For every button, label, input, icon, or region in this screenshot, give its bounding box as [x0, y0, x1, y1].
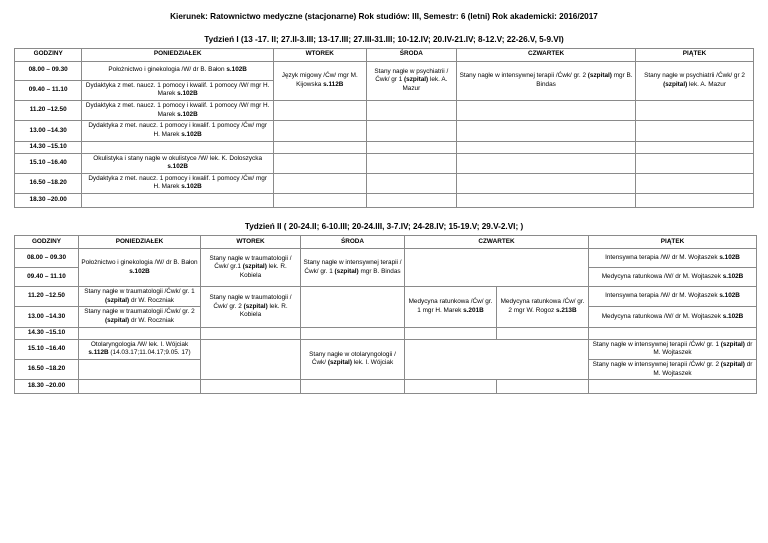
w1-tue-slot4 — [273, 121, 366, 141]
w1-thu-slot3 — [457, 100, 636, 120]
w1-thu-slot7 — [457, 173, 636, 193]
w2-fri-slot7: Stany nagłe w intensywnej terapii /Ćwk/ gr. 2 (szpital) dr M. Wojtaszek — [589, 359, 757, 379]
w2-thu-slot8-2 — [497, 380, 589, 394]
w2-tue-break — [201, 327, 301, 339]
w1-mon-slot8 — [82, 194, 274, 208]
w1-mon-slot4: Dydaktyka z met. naucz. 1 pomocy i kwalif. 1 pomocy /Ćw/ mgr H. Marek s.102B — [82, 121, 274, 141]
w1-fri-break — [636, 141, 754, 153]
hour-label: 11.20 –12.50 — [15, 100, 82, 120]
table-row — [15, 121, 754, 141]
col-thursday: CZWARTEK — [405, 236, 589, 249]
table-row — [15, 287, 757, 307]
w1-tue-slot1: Język migowy /Ćw/ mgr M. Kijowska s.112B — [273, 61, 366, 100]
table-header-row — [15, 48, 754, 61]
w2-wed-break — [301, 327, 405, 339]
table-row — [15, 327, 757, 339]
w2-thu-slot8-1 — [405, 380, 497, 394]
table-row — [15, 141, 754, 153]
w2-mon-slot3: Stany nagłe w traumatologii /Ćwk/ gr. 1 (szpital) dr W. Roczniak — [79, 287, 201, 307]
w2-fri-slot2: Medycyna ratunkowa /W/ dr M. Wojtaszek s.102B — [589, 268, 757, 287]
w2-wed-slot1: Stany nagłe w intensywnej terapii /Ćwk/ gr. 1 (szpital) mgr B. Bindas — [301, 249, 405, 287]
w1-fri-slot4 — [636, 121, 754, 141]
week1-table — [14, 48, 754, 208]
hour-label: 18.30 –20.00 — [15, 194, 82, 208]
table-row — [15, 249, 757, 268]
col-hours: GODZINY — [15, 236, 79, 249]
w1-wed-slot1: Stany nagłe w psychiatrii /Ćwk/ gr 1 (szpital) lek. A. Mazur — [366, 61, 457, 100]
w2-thu-break-1 — [405, 327, 497, 339]
col-wednesday: ŚRODA — [301, 236, 405, 249]
w1-wed-break — [366, 141, 457, 153]
col-monday: PONIEDZIAŁEK — [79, 236, 201, 249]
w2-thu-group2: Medycyna ratunkowa /Ćw/ gr. 2 mgr W. Rogoz s.213B — [497, 287, 589, 328]
w1-thu-slot8 — [457, 194, 636, 208]
w1-fri-slot6 — [636, 153, 754, 173]
col-hours: GODZINY — [15, 48, 82, 61]
table-row — [15, 153, 754, 173]
table-row — [15, 100, 754, 120]
hour-label: 13.00 –14.30 — [15, 307, 79, 327]
w1-mon-slot6: Okulistyka i stany nagłe w okulistyce /W/ lek. K. Doloszycka s.102B — [82, 153, 274, 173]
w2-tue-slot8 — [201, 380, 301, 394]
w1-mon-slot2: Dydaktyka z met. naucz. 1 pomocy i kwalif. 1 pomocy /W/ mgr H. Marek s.102B — [82, 80, 274, 100]
week2-table — [14, 235, 757, 394]
hour-label: 15.10 –16.40 — [15, 153, 82, 173]
w1-thu-break — [457, 141, 636, 153]
w2-fri-break — [589, 327, 757, 339]
w2-thu-slot1 — [405, 249, 589, 287]
hour-label: 16.50 –18.20 — [15, 173, 82, 193]
w1-tue-slot8 — [273, 194, 366, 208]
w1-fri-slot7 — [636, 173, 754, 193]
w2-fri-slot6: Stany nagłe w intensywnej terapii /Ćwk/ gr. 1 (szpital) dr M. Wojtaszek — [589, 339, 757, 359]
w2-thu-slot6 — [405, 339, 589, 380]
page-title: Kierunek: Ratownictwo medyczne (stacjonarne) Rok studiów: III, Semestr: 6 (letni) Rok akademicki: 2016/2017 — [170, 12, 598, 21]
table-header-row — [15, 236, 757, 249]
table-row — [15, 380, 757, 394]
w2-fri-slot1: Intensywna terapia /W/ dr M. Wojtaszek s.102B — [589, 249, 757, 268]
hour-label: 13.00 –14.30 — [15, 121, 82, 141]
w2-wed-slot6: Stany nagłe w otolaryngologii /Ćwk/ (szpital) lek. I. Wójciak — [301, 339, 405, 380]
w1-tue-slot7 — [273, 173, 366, 193]
w1-thu-slot4 — [457, 121, 636, 141]
w1-mon-break — [82, 141, 274, 153]
week2-title: Tydzień II ( 20-24.II; 6-10.III; 20-24.III, 3-7.IV; 24-28.IV; 15-19.V; 29.V-2.VI; ) — [244, 222, 524, 232]
table-row — [15, 339, 757, 359]
w1-wed-slot4 — [366, 121, 457, 141]
w1-fri-slot1: Stany nagłe w psychiatrii /Ćwk/ gr 2 (szpital) lek. A. Mazur — [636, 61, 754, 100]
w2-thu-break-2 — [497, 327, 589, 339]
hour-label: 11.20 –12.50 — [15, 287, 79, 307]
w2-mon-slot7 — [79, 359, 201, 379]
hour-label: 09.40 – 11.10 — [15, 80, 82, 100]
w1-mon-slot7: Dydaktyka z met. naucz. 1 pomocy i kwalif. 1 pomocy /Ćw/ mgr H. Marek s.102B — [82, 173, 274, 193]
w1-tue-slot3 — [273, 100, 366, 120]
w2-tue-slot3: Stany nagłe w traumatologii /Ćwk/ gr. 2 (szpital) lek. R. Kobiela — [201, 287, 301, 328]
w1-wed-slot6 — [366, 153, 457, 173]
table-row — [15, 61, 754, 80]
w1-thu-slot6 — [457, 153, 636, 173]
w1-wed-slot3 — [366, 100, 457, 120]
w2-wed-slot3 — [301, 287, 405, 328]
w1-tue-break — [273, 141, 366, 153]
week1-title: Tydzień I (13 -17. II; 27.II-3.III; 13-17.III; 27.III-31.III; 10-12.IV; 20.IV-21.IV; 8-12.V; 22-26.V, 5-9.VI) — [204, 34, 564, 44]
w1-fri-slot3 — [636, 100, 754, 120]
w2-mon-break — [79, 327, 201, 339]
col-monday: PONIEDZIAŁEK — [82, 48, 274, 61]
hour-label: 09.40 – 11.10 — [15, 268, 79, 287]
w2-tue-slot1: Stany nagłe w traumatologii /Ćwk/ gr.1 (szpital) lek. R. Kobiela — [201, 249, 301, 287]
w1-fri-slot8 — [636, 194, 754, 208]
w2-tue-slot6 — [201, 339, 301, 380]
w2-fri-slot3: Intensywna terapia /W/ dr M. Wojtaszek s.102B — [589, 287, 757, 307]
w2-mon-slot6: Otolaryngologia /W/ lek. I. Wójciak s.112B (14.03.17;11.04.17;9.05. 17) — [79, 339, 201, 359]
w1-mon-slot3: Dydaktyka z met. naucz. 1 pomocy i kwalif. 1 pomocy /W/ mgr H. Marek s.102B — [82, 100, 274, 120]
w1-thu-slot1: Stany nagłe w intensywnej terapii /Ćwk/ gr. 2 (szpital) mgr B. Bindas — [457, 61, 636, 100]
hour-label: 18.30 –20.00 — [15, 380, 79, 394]
hour-label: 14.30 –15.10 — [15, 327, 79, 339]
w2-fri-slot8 — [589, 380, 757, 394]
col-wednesday: ŚRODA — [366, 48, 457, 61]
w1-wed-slot8 — [366, 194, 457, 208]
hour-label: 08.00 – 09.30 — [15, 61, 82, 80]
w2-mon-slot4: Stany nagłe w traumatologii /Ćwk/ gr. 2 (szpital) dr W. Roczniak — [79, 307, 201, 327]
w2-thu-group1: Medycyna ratunkowa /Ćw/ gr. 1 mgr H. Marek s.201B — [405, 287, 497, 328]
hour-label: 16.50 –18.20 — [15, 359, 79, 379]
col-tuesday: WTOREK — [201, 236, 301, 249]
col-tuesday: WTOREK — [273, 48, 366, 61]
w2-mon-slot8 — [79, 380, 201, 394]
table-row — [15, 194, 754, 208]
col-friday: PIĄTEK — [589, 236, 757, 249]
col-friday: PIĄTEK — [636, 48, 754, 61]
w1-tue-slot6 — [273, 153, 366, 173]
hour-label: 14.30 –15.10 — [15, 141, 82, 153]
w2-fri-slot4: Medycyna ratunkowa /W/ dr M. Wojtaszek s.102B — [589, 307, 757, 327]
w2-wed-slot8 — [301, 380, 405, 394]
table-row — [15, 173, 754, 193]
hour-label: 15.10 –16.40 — [15, 339, 79, 359]
w1-wed-slot7 — [366, 173, 457, 193]
hour-label: 08.00 – 09.30 — [15, 249, 79, 268]
w2-mon-slot1: Położnictwo i ginekologia /W/ dr B. Bałon s.102B — [79, 249, 201, 287]
col-thursday: CZWARTEK — [457, 48, 636, 61]
w1-mon-slot1: Położnictwo i ginekologia /W/ dr B. Bałon s.102B — [82, 61, 274, 80]
